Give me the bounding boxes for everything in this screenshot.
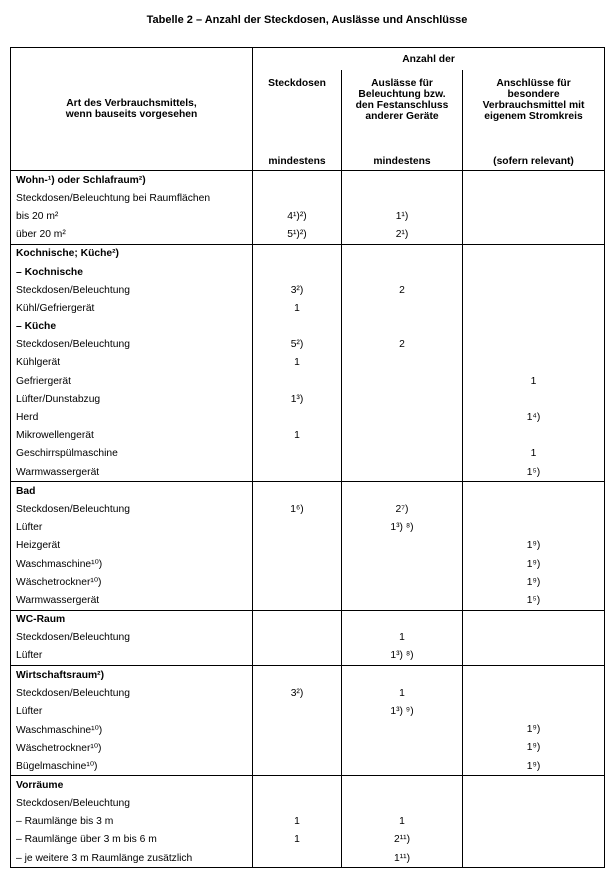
- cell-outlets: 1: [342, 629, 463, 647]
- cell-outlets: [342, 591, 463, 610]
- cell-outlets: [342, 739, 463, 757]
- table-row: [11, 354, 605, 372]
- row-label: – je weitere 3 m Raumlänge zusätzlich: [11, 849, 253, 868]
- table-row: [11, 263, 605, 281]
- header-col-sockets-label: Steckdosen: [268, 78, 326, 89]
- table-row: [11, 794, 605, 812]
- cell-outlets: [342, 666, 463, 685]
- row-label: Warmwassergerät: [11, 463, 253, 482]
- row-label: Wäschetrockner¹⁰): [11, 573, 253, 591]
- cell-connections: [463, 629, 605, 647]
- cell-sockets: [253, 666, 342, 685]
- cell-connections: [463, 702, 605, 720]
- cell-outlets: [342, 263, 463, 281]
- cell-outlets: 1: [342, 813, 463, 831]
- cell-connections: [463, 647, 605, 666]
- header-col-outlets-line1: Auslässe für: [371, 78, 433, 89]
- cell-outlets: [342, 482, 463, 501]
- cell-connections: [463, 281, 605, 299]
- cell-outlets: [342, 372, 463, 390]
- table-row: [11, 702, 605, 720]
- cell-connections: 1⁹): [463, 555, 605, 573]
- cell-sockets: 4¹)²): [253, 207, 342, 225]
- cell-outlets: [342, 463, 463, 482]
- table-row: [11, 299, 605, 317]
- cell-connections: [463, 299, 605, 317]
- cell-sockets: 1: [253, 831, 342, 849]
- table-row: [11, 537, 605, 555]
- cell-sockets: 1: [253, 813, 342, 831]
- header-col-connections-note: (sofern relevant): [463, 156, 605, 171]
- cell-outlets: [342, 408, 463, 426]
- cell-sockets: [253, 647, 342, 666]
- cell-sockets: 1³): [253, 390, 342, 408]
- cell-connections: [463, 207, 605, 225]
- cell-outlets: 2⁷): [342, 500, 463, 518]
- row-label: Warmwassergerät: [11, 591, 253, 610]
- cell-connections: 1⁴): [463, 408, 605, 426]
- cell-connections: [463, 500, 605, 518]
- table-row: [11, 500, 605, 518]
- table-row: [11, 244, 605, 263]
- header-col-outlets-line3: den Festanschluss: [355, 100, 449, 111]
- table-row: [11, 482, 605, 501]
- cell-outlets: [342, 610, 463, 629]
- cell-outlets: [342, 171, 463, 190]
- cell-outlets: [342, 299, 463, 317]
- row-label: Steckdosen/Beleuchtung: [11, 500, 253, 518]
- cell-connections: 1⁹): [463, 573, 605, 591]
- header-col-connections-line1: Anschlüsse für: [496, 78, 571, 89]
- cell-connections: 1: [463, 372, 605, 390]
- table-row: [11, 776, 605, 795]
- table-row: [11, 666, 605, 685]
- cell-outlets: 2¹): [342, 226, 463, 245]
- cell-outlets: 2¹¹): [342, 831, 463, 849]
- cell-sockets: [253, 408, 342, 426]
- cell-outlets: [342, 318, 463, 336]
- cell-sockets: [253, 519, 342, 537]
- table-row: [11, 207, 605, 225]
- cell-outlets: 1³) ⁸): [342, 519, 463, 537]
- table-row: [11, 647, 605, 666]
- cell-connections: 1⁹): [463, 739, 605, 757]
- cell-sockets: 5¹)²): [253, 226, 342, 245]
- cell-sockets: [253, 849, 342, 868]
- cell-outlets: [342, 244, 463, 263]
- cell-connections: 1⁹): [463, 721, 605, 739]
- cell-connections: 1⁵): [463, 591, 605, 610]
- cell-outlets: [342, 390, 463, 408]
- cell-connections: [463, 831, 605, 849]
- header-col-sockets: [253, 70, 342, 156]
- row-label: über 20 m²: [11, 226, 253, 245]
- table-row: [11, 629, 605, 647]
- table-row: [11, 226, 605, 245]
- cell-sockets: 5²): [253, 336, 342, 354]
- cell-sockets: [253, 794, 342, 812]
- cell-outlets: 1¹¹): [342, 849, 463, 868]
- table-row: [11, 849, 605, 868]
- cell-connections: [463, 813, 605, 831]
- cell-sockets: [253, 244, 342, 263]
- cell-sockets: [253, 372, 342, 390]
- table-row: [11, 591, 605, 610]
- table-row: [11, 757, 605, 776]
- cell-outlets: 2: [342, 336, 463, 354]
- cell-outlets: [342, 721, 463, 739]
- table-row: [11, 684, 605, 702]
- cell-connections: 1: [463, 445, 605, 463]
- cell-outlets: [342, 776, 463, 795]
- row-label: Gefriergerät: [11, 372, 253, 390]
- table-row: [11, 721, 605, 739]
- table-row: [11, 189, 605, 207]
- row-label: Steckdosen/Beleuchtung: [11, 629, 253, 647]
- cell-outlets: [342, 427, 463, 445]
- table-row: [11, 573, 605, 591]
- row-label: Steckdosen/Beleuchtung: [11, 684, 253, 702]
- cell-sockets: [253, 610, 342, 629]
- cell-connections: [463, 318, 605, 336]
- table-row: [11, 281, 605, 299]
- header-col-type-line1: Art des Verbrauchsmittels,: [66, 98, 197, 109]
- cell-sockets: [253, 463, 342, 482]
- table-row: [11, 739, 605, 757]
- cell-connections: [463, 336, 605, 354]
- table-row: [11, 427, 605, 445]
- row-label: Herd: [11, 408, 253, 426]
- cell-connections: [463, 427, 605, 445]
- cell-outlets: [342, 794, 463, 812]
- header-col-type: [11, 48, 253, 171]
- row-label: – Küche: [11, 318, 253, 336]
- table-row: [11, 171, 605, 190]
- header-col-outlets: [342, 70, 463, 156]
- cell-sockets: 1⁶): [253, 500, 342, 518]
- cell-outlets: 1¹): [342, 207, 463, 225]
- cell-sockets: [253, 318, 342, 336]
- cell-sockets: [253, 189, 342, 207]
- header-col-connections-line4: eigenem Stromkreis: [484, 111, 583, 122]
- cell-outlets: [342, 189, 463, 207]
- table-caption: Tabelle 2 – Anzahl der Steckdosen, Auslässe und Anschlüsse: [146, 14, 468, 26]
- cell-sockets: [253, 263, 342, 281]
- row-label: Wäschetrockner¹⁰): [11, 739, 253, 757]
- row-label: Steckdosen/Beleuchtung: [11, 281, 253, 299]
- cell-sockets: [253, 702, 342, 720]
- cell-connections: [463, 226, 605, 245]
- table-row: [11, 519, 605, 537]
- header-col-connections-line3: Verbrauchsmittel mit: [482, 100, 585, 111]
- cell-sockets: [253, 555, 342, 573]
- cell-outlets: 2: [342, 281, 463, 299]
- row-label: Mikrowellengerät: [11, 427, 253, 445]
- cell-connections: 1⁹): [463, 757, 605, 776]
- cell-connections: [463, 189, 605, 207]
- cell-connections: [463, 390, 605, 408]
- row-label: Kochnische; Küche²): [11, 244, 253, 263]
- cell-outlets: [342, 757, 463, 776]
- cell-outlets: [342, 445, 463, 463]
- cell-sockets: 1: [253, 427, 342, 445]
- cell-sockets: [253, 757, 342, 776]
- cell-connections: [463, 684, 605, 702]
- cell-connections: [463, 849, 605, 868]
- row-label: Geschirrspülmaschine: [11, 445, 253, 463]
- row-label: bis 20 m²: [11, 207, 253, 225]
- row-label: Waschmaschine¹⁰): [11, 555, 253, 573]
- cell-sockets: [253, 591, 342, 610]
- cell-sockets: [253, 776, 342, 795]
- cell-connections: 1⁹): [463, 537, 605, 555]
- cell-sockets: [253, 171, 342, 190]
- row-label: Wirtschaftsraum²): [11, 666, 253, 685]
- cell-outlets: [342, 573, 463, 591]
- table-row: [11, 408, 605, 426]
- cell-outlets: 1³) ⁹): [342, 702, 463, 720]
- header-col-outlets-min: mindestens: [342, 156, 463, 171]
- table-header: [11, 48, 605, 171]
- row-label: Steckdosen/Beleuchtung: [11, 336, 253, 354]
- table-row: [11, 463, 605, 482]
- cell-outlets: [342, 555, 463, 573]
- cell-sockets: [253, 721, 342, 739]
- cell-connections: [463, 354, 605, 372]
- cell-sockets: [253, 739, 342, 757]
- row-label: Vorräume: [11, 776, 253, 795]
- header-col-outlets-line4: anderer Geräte: [365, 111, 439, 122]
- cell-connections: [463, 610, 605, 629]
- row-label: Heizgerät: [11, 537, 253, 555]
- cell-outlets: 1: [342, 684, 463, 702]
- table-row: [11, 372, 605, 390]
- cell-connections: 1⁵): [463, 463, 605, 482]
- row-label: – Raumlänge über 3 m bis 6 m: [11, 831, 253, 849]
- cell-sockets: [253, 629, 342, 647]
- row-label: Steckdosen/Beleuchtung: [11, 794, 253, 812]
- row-label: – Kochnische: [11, 263, 253, 281]
- cell-outlets: [342, 354, 463, 372]
- table-row: [11, 813, 605, 831]
- header-col-type-line2: wenn bauseits vorgesehen: [65, 109, 198, 120]
- cell-sockets: [253, 482, 342, 501]
- table-row: [11, 555, 605, 573]
- header-group: Anzahl der: [253, 48, 605, 71]
- cell-connections: [463, 666, 605, 685]
- cell-sockets: [253, 537, 342, 555]
- row-label: Lüfter: [11, 519, 253, 537]
- cell-connections: [463, 776, 605, 795]
- cell-connections: [463, 482, 605, 501]
- table-row: [11, 318, 605, 336]
- cell-connections: [463, 171, 605, 190]
- cell-sockets: 1: [253, 354, 342, 372]
- cell-outlets: 1³) ⁸): [342, 647, 463, 666]
- table-row: [11, 610, 605, 629]
- row-label: Bad: [11, 482, 253, 501]
- row-label: Steckdosen/Beleuchtung bei Raumflächen: [11, 189, 253, 207]
- cell-sockets: [253, 573, 342, 591]
- cell-sockets: 1: [253, 299, 342, 317]
- cell-sockets: 3²): [253, 281, 342, 299]
- row-label: Kühlgerät: [11, 354, 253, 372]
- row-label: WC-Raum: [11, 610, 253, 629]
- cell-sockets: [253, 445, 342, 463]
- row-label: Lüfter: [11, 647, 253, 666]
- cell-outlets: [342, 537, 463, 555]
- row-label: Bügelmaschine¹⁰): [11, 757, 253, 776]
- row-label: Lüfter: [11, 702, 253, 720]
- cell-connections: [463, 244, 605, 263]
- header-col-connections: [463, 70, 605, 156]
- table-body: [11, 171, 605, 868]
- cell-sockets: 3²): [253, 684, 342, 702]
- outlets-table: [10, 47, 605, 868]
- row-label: Waschmaschine¹⁰): [11, 721, 253, 739]
- cell-connections: [463, 794, 605, 812]
- row-label: Wohn-¹) oder Schlafraum²): [11, 171, 253, 190]
- header-col-outlets-line2: Beleuchtung bzw.: [358, 89, 446, 100]
- table-row: [11, 390, 605, 408]
- table-row: [11, 831, 605, 849]
- header-col-sockets-min: mindestens: [253, 156, 342, 171]
- cell-connections: [463, 263, 605, 281]
- table-row: [11, 336, 605, 354]
- row-label: – Raumlänge bis 3 m: [11, 813, 253, 831]
- header-col-connections-line2: besondere: [507, 89, 560, 100]
- cell-connections: [463, 519, 605, 537]
- row-label: Kühl/Gefriergerät: [11, 299, 253, 317]
- table-row: [11, 445, 605, 463]
- row-label: Lüfter/Dunstabzug: [11, 390, 253, 408]
